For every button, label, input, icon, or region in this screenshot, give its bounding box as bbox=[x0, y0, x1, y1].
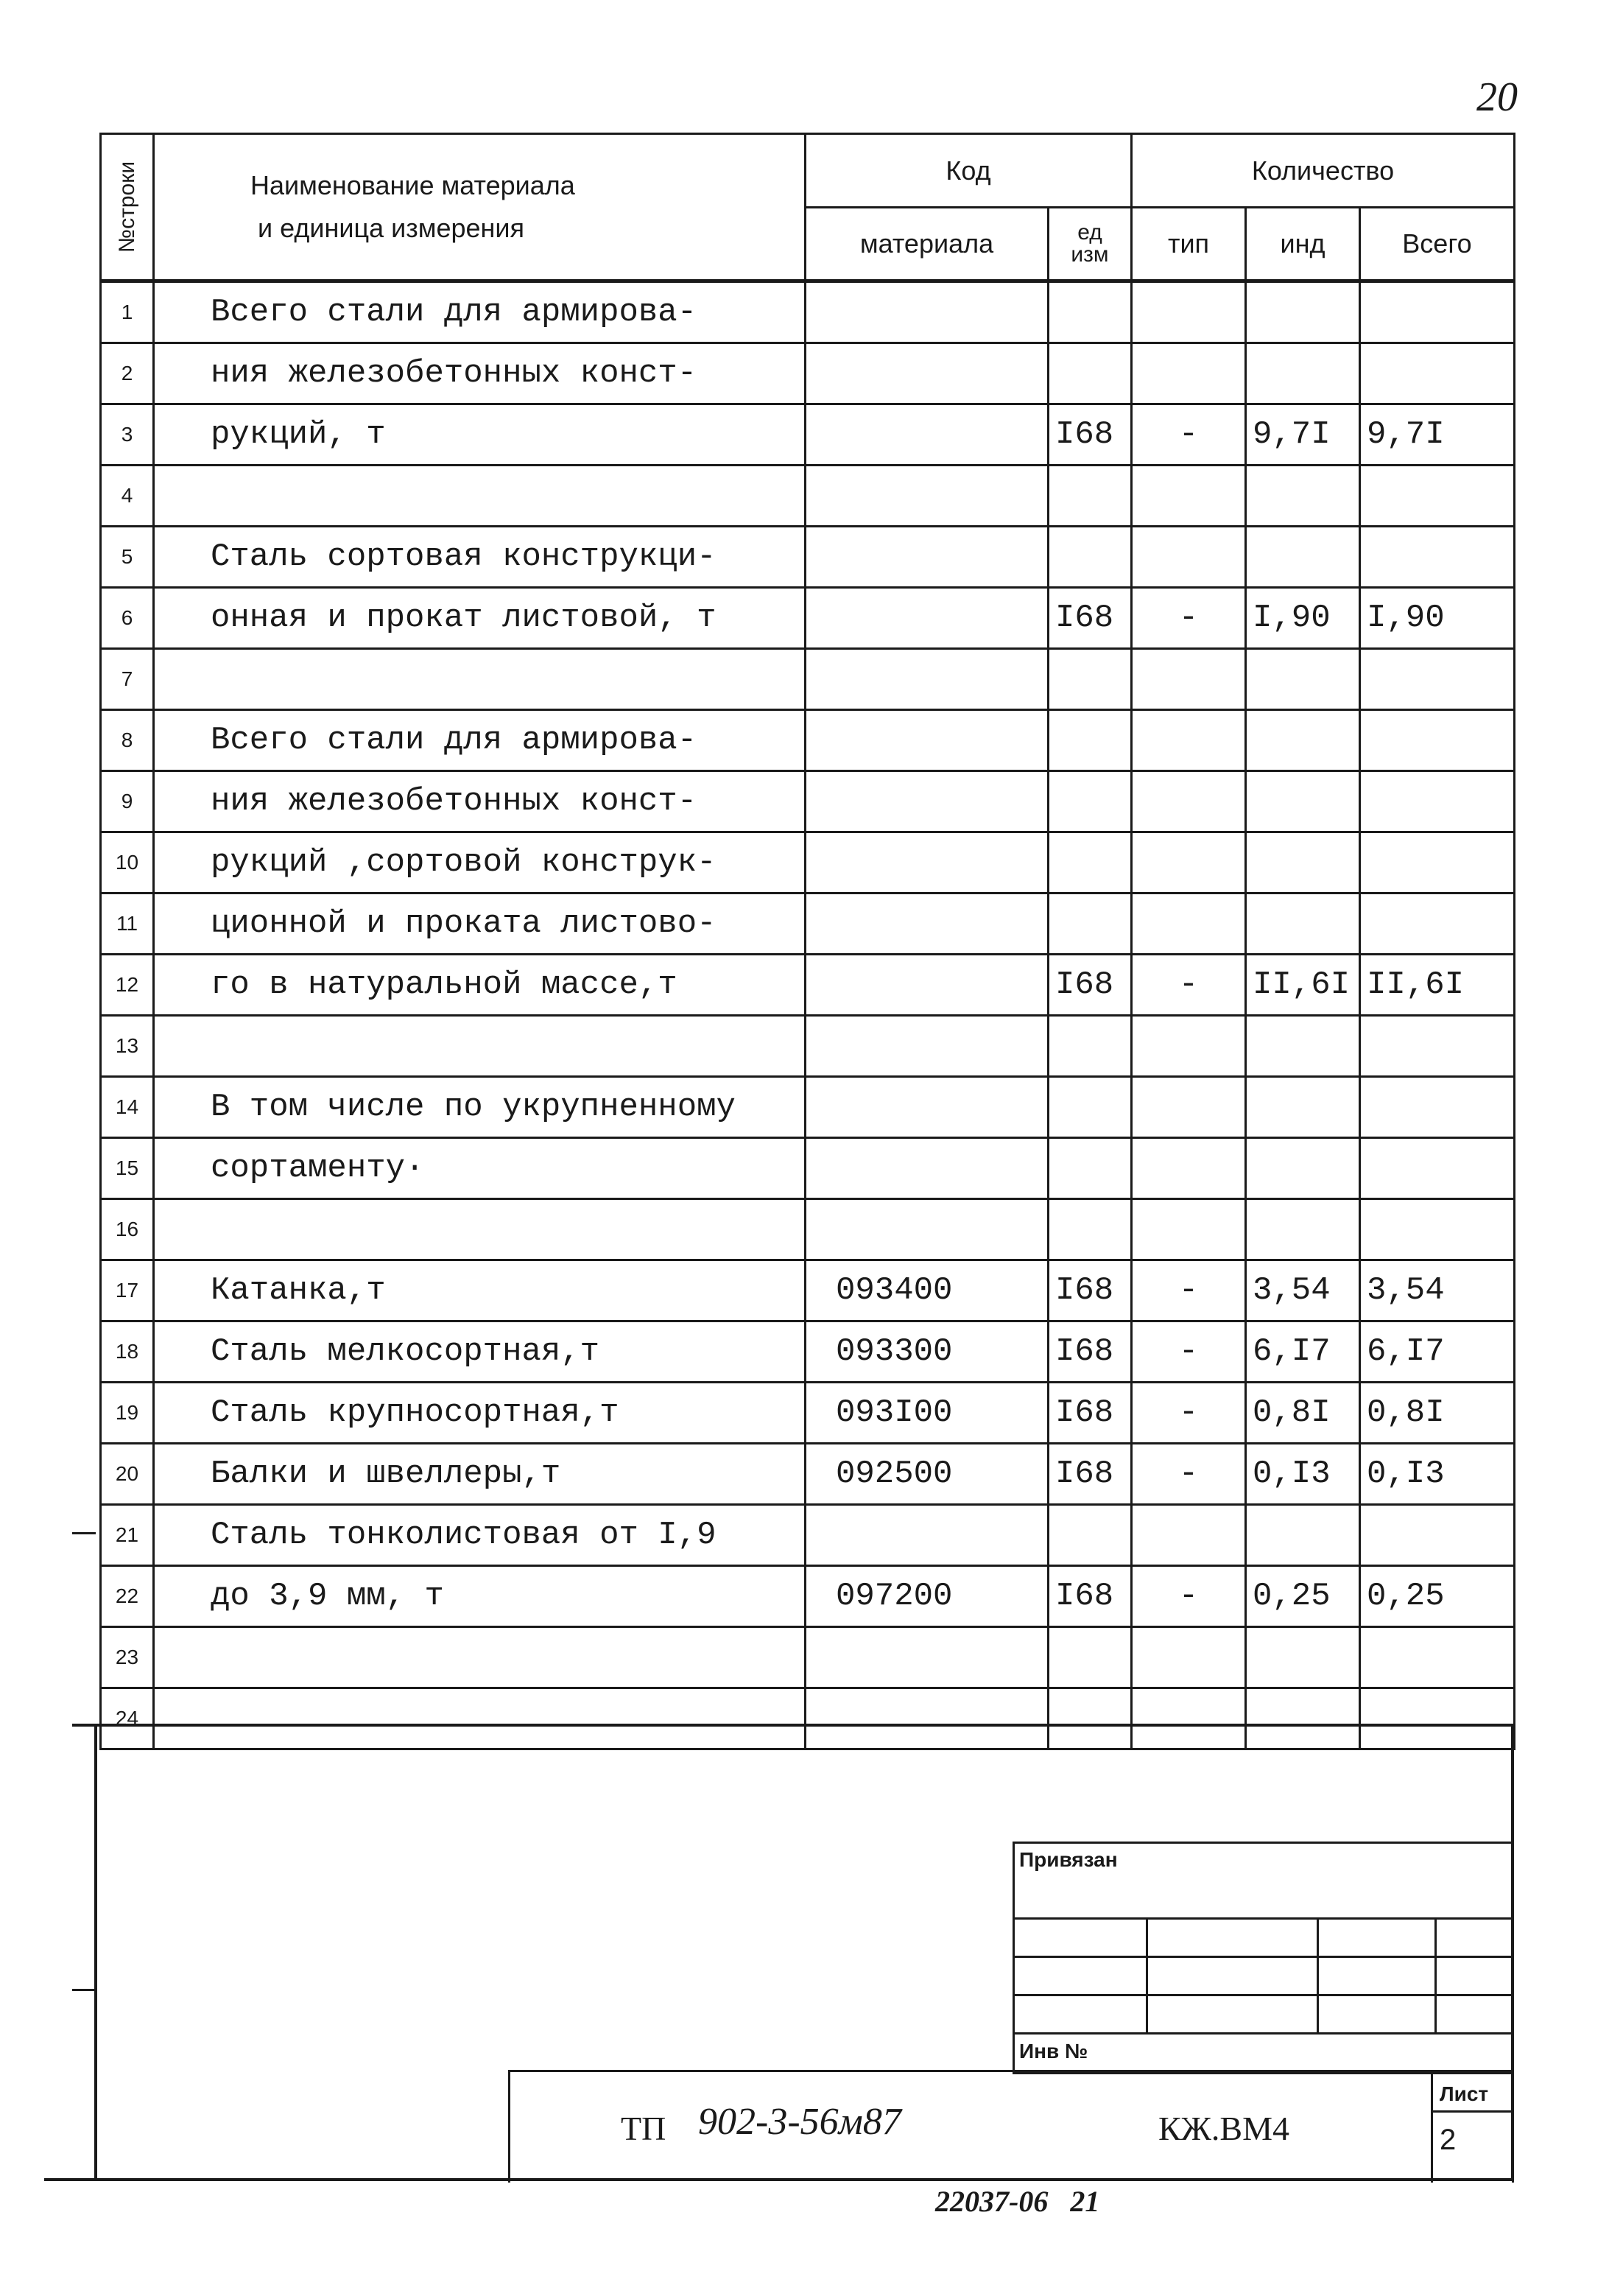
sheet-divider-h bbox=[1431, 2110, 1512, 2113]
row-unit bbox=[1049, 281, 1132, 343]
row-typ: - bbox=[1132, 1260, 1246, 1321]
row-name bbox=[154, 649, 806, 710]
row-unit: I68 bbox=[1049, 955, 1132, 1016]
row-number: 20 bbox=[101, 1444, 154, 1505]
row-code: 097200 bbox=[806, 1566, 1049, 1627]
row-unit bbox=[1049, 466, 1132, 527]
table-row bbox=[101, 1138, 1515, 1199]
row-name: ния железобетонных конст- bbox=[154, 771, 806, 832]
table-row bbox=[101, 404, 1515, 466]
row-total: II,6I bbox=[1360, 955, 1515, 1016]
row-unit bbox=[1049, 710, 1132, 771]
row-number: 8 bbox=[101, 710, 154, 771]
row-total bbox=[1360, 281, 1515, 343]
row-number: 1 bbox=[101, 281, 154, 343]
binding-divider bbox=[1015, 1917, 1512, 1920]
row-code bbox=[806, 404, 1049, 466]
row-ind: 0,I3 bbox=[1246, 1444, 1360, 1505]
table-row bbox=[101, 955, 1515, 1016]
row-ind bbox=[1246, 894, 1360, 955]
row-name: Балки и швеллеры,т bbox=[154, 1444, 806, 1505]
sheet-divider-v bbox=[1431, 2072, 1433, 2183]
row-ind: 3,54 bbox=[1246, 1260, 1360, 1321]
stamp-block bbox=[508, 2070, 1514, 2183]
row-unit bbox=[1049, 1016, 1132, 1077]
row-unit bbox=[1049, 343, 1132, 404]
row-total: I,90 bbox=[1360, 588, 1515, 649]
row-ind bbox=[1246, 710, 1360, 771]
row-ind bbox=[1246, 1138, 1360, 1199]
frame-left-line bbox=[94, 1724, 97, 2180]
row-total bbox=[1360, 1016, 1515, 1077]
row-number: 7 bbox=[101, 649, 154, 710]
row-ind bbox=[1246, 832, 1360, 894]
table-row bbox=[101, 649, 1515, 710]
row-name: Сталь мелкосортная,т bbox=[154, 1321, 806, 1383]
row-code bbox=[806, 771, 1049, 832]
row-code bbox=[806, 1505, 1049, 1566]
row-typ bbox=[1132, 710, 1246, 771]
row-total bbox=[1360, 527, 1515, 588]
row-unit bbox=[1049, 1505, 1132, 1566]
row-number: 11 bbox=[101, 894, 154, 955]
row-ind: II,6I bbox=[1246, 955, 1360, 1016]
row-typ: - bbox=[1132, 588, 1246, 649]
row-unit: I68 bbox=[1049, 1260, 1132, 1321]
table-row bbox=[101, 1016, 1515, 1077]
row-unit: I68 bbox=[1049, 1383, 1132, 1444]
stamp-project-code: 902-3-56м87 bbox=[698, 2101, 901, 2143]
row-typ: - bbox=[1132, 955, 1246, 1016]
row-number: 16 bbox=[101, 1199, 154, 1260]
row-name: сортаменту· bbox=[154, 1138, 806, 1199]
row-code bbox=[806, 527, 1049, 588]
row-ind bbox=[1246, 466, 1360, 527]
row-number: 17 bbox=[101, 1260, 154, 1321]
row-name: Сталь тонколистовая от I,9 bbox=[154, 1505, 806, 1566]
table-row bbox=[101, 1260, 1515, 1321]
row-number: 24 bbox=[101, 1688, 154, 1749]
row-total bbox=[1360, 343, 1515, 404]
row-code: 092500 bbox=[806, 1444, 1049, 1505]
row-ind bbox=[1246, 1505, 1360, 1566]
binding-grid-h2 bbox=[1015, 1994, 1512, 1996]
row-name bbox=[154, 466, 806, 527]
table-row bbox=[101, 1321, 1515, 1383]
row-code bbox=[806, 832, 1049, 894]
table-row bbox=[101, 1199, 1515, 1260]
row-unit bbox=[1049, 1199, 1132, 1260]
row-typ: - bbox=[1132, 1444, 1246, 1505]
binding-block bbox=[1013, 1842, 1514, 2074]
row-number: 9 bbox=[101, 771, 154, 832]
binding-grid-v1 bbox=[1146, 1917, 1148, 2034]
row-typ: - bbox=[1132, 1566, 1246, 1627]
row-ind: 6,I7 bbox=[1246, 1321, 1360, 1383]
row-ind bbox=[1246, 343, 1360, 404]
header-quantity-group: Количество bbox=[1132, 134, 1515, 208]
row-unit: I68 bbox=[1049, 1566, 1132, 1627]
bottom-handwritten-number: 22037-06 21 bbox=[935, 2185, 1100, 2218]
table-row bbox=[101, 710, 1515, 771]
binding-grid-h1 bbox=[1015, 1956, 1512, 1958]
row-code: 093400 bbox=[806, 1260, 1049, 1321]
row-typ bbox=[1132, 1199, 1246, 1260]
row-total bbox=[1360, 832, 1515, 894]
row-unit: I68 bbox=[1049, 1444, 1132, 1505]
row-ind bbox=[1246, 1199, 1360, 1260]
row-unit: I68 bbox=[1049, 404, 1132, 466]
row-unit bbox=[1049, 649, 1132, 710]
sheet-label: Лист bbox=[1440, 2082, 1489, 2105]
row-code bbox=[806, 1627, 1049, 1688]
row-total: 6,I7 bbox=[1360, 1321, 1515, 1383]
page-number: 20 bbox=[1476, 74, 1518, 120]
row-name: ционной и проката листово- bbox=[154, 894, 806, 955]
header-code-group: Код bbox=[806, 134, 1132, 208]
row-number: 10 bbox=[101, 832, 154, 894]
row-name: Катанка,т bbox=[154, 1260, 806, 1321]
header-material-name: Наименование материала и единица измерения bbox=[154, 134, 806, 281]
row-typ bbox=[1132, 466, 1246, 527]
header-unit: ед изм bbox=[1049, 208, 1132, 281]
row-name: онная и прокат листовой, т bbox=[154, 588, 806, 649]
header-ind: инд bbox=[1246, 208, 1360, 281]
row-number: 22 bbox=[101, 1566, 154, 1627]
table-row bbox=[101, 281, 1515, 343]
row-name bbox=[154, 1199, 806, 1260]
row-number: 23 bbox=[101, 1627, 154, 1688]
row-ind bbox=[1246, 1627, 1360, 1688]
row-ind: 9,7I bbox=[1246, 404, 1360, 466]
table-row bbox=[101, 588, 1515, 649]
row-code bbox=[806, 955, 1049, 1016]
row-number: 14 bbox=[101, 1077, 154, 1138]
row-total bbox=[1360, 1505, 1515, 1566]
row-code bbox=[806, 1077, 1049, 1138]
row-total: 0,8I bbox=[1360, 1383, 1515, 1444]
table-row bbox=[101, 1505, 1515, 1566]
row-typ bbox=[1132, 1627, 1246, 1688]
table-row bbox=[101, 1444, 1515, 1505]
row-unit bbox=[1049, 771, 1132, 832]
row-unit bbox=[1049, 1077, 1132, 1138]
binding-grid-h3 bbox=[1015, 2032, 1512, 2035]
row-typ bbox=[1132, 649, 1246, 710]
row-typ bbox=[1132, 1505, 1246, 1566]
row-ind bbox=[1246, 649, 1360, 710]
row-number: 13 bbox=[101, 1016, 154, 1077]
binding-grid-v2 bbox=[1317, 1917, 1319, 2034]
row-typ bbox=[1132, 1016, 1246, 1077]
table-row bbox=[101, 771, 1515, 832]
row-name: Всего стали для армирова- bbox=[154, 710, 806, 771]
row-code: 093300 bbox=[806, 1321, 1049, 1383]
row-name: ния железобетонных конст- bbox=[154, 343, 806, 404]
row-code bbox=[806, 1199, 1049, 1260]
row-ind: I,90 bbox=[1246, 588, 1360, 649]
stamp-tp: ТП bbox=[621, 2110, 666, 2147]
row-ind: 0,25 bbox=[1246, 1566, 1360, 1627]
row-ind bbox=[1246, 281, 1360, 343]
row-name: Сталь крупносортная,т bbox=[154, 1383, 806, 1444]
row-number: 5 bbox=[101, 527, 154, 588]
row-code bbox=[806, 1138, 1049, 1199]
table-row bbox=[101, 1627, 1515, 1688]
row-number: 6 bbox=[101, 588, 154, 649]
table-row bbox=[101, 894, 1515, 955]
row-code bbox=[806, 281, 1049, 343]
row-total bbox=[1360, 771, 1515, 832]
row-code bbox=[806, 1016, 1049, 1077]
row-name bbox=[154, 1016, 806, 1077]
table-row bbox=[101, 527, 1515, 588]
header-material-code: материала bbox=[806, 208, 1049, 281]
row-code bbox=[806, 894, 1049, 955]
row-name: Всего стали для армирова- bbox=[154, 281, 806, 343]
row-number: 12 bbox=[101, 955, 154, 1016]
row-total bbox=[1360, 894, 1515, 955]
row-number: 19 bbox=[101, 1383, 154, 1444]
row-typ bbox=[1132, 1077, 1246, 1138]
table-row bbox=[101, 343, 1515, 404]
table-row bbox=[101, 1077, 1515, 1138]
row-number: 4 bbox=[101, 466, 154, 527]
row-name: до 3,9 мм, т bbox=[154, 1566, 806, 1627]
row-total bbox=[1360, 1688, 1515, 1749]
row-code bbox=[806, 710, 1049, 771]
row-typ: - bbox=[1132, 1383, 1246, 1444]
header-total: Всего bbox=[1360, 208, 1515, 281]
row-code bbox=[806, 466, 1049, 527]
row-name: В том числе по укрупненному bbox=[154, 1077, 806, 1138]
row-unit bbox=[1049, 1138, 1132, 1199]
row-number: 21 bbox=[101, 1505, 154, 1566]
row-typ bbox=[1132, 527, 1246, 588]
row-unit bbox=[1049, 832, 1132, 894]
row-typ bbox=[1132, 771, 1246, 832]
row-unit bbox=[1049, 1627, 1132, 1688]
row-typ bbox=[1132, 832, 1246, 894]
row-number: 18 bbox=[101, 1321, 154, 1383]
row-name bbox=[154, 1627, 806, 1688]
table-row bbox=[101, 466, 1515, 527]
row-ind bbox=[1246, 1016, 1360, 1077]
table-row bbox=[101, 1688, 1515, 1749]
row-typ bbox=[1132, 343, 1246, 404]
binding-grid-v3 bbox=[1434, 1917, 1437, 2034]
row-unit: I68 bbox=[1049, 588, 1132, 649]
row-total bbox=[1360, 1138, 1515, 1199]
row-typ bbox=[1132, 1138, 1246, 1199]
row-unit: I68 bbox=[1049, 1321, 1132, 1383]
row-number: 3 bbox=[101, 404, 154, 466]
row-typ: - bbox=[1132, 404, 1246, 466]
row-number: 15 bbox=[101, 1138, 154, 1199]
row-name bbox=[154, 1688, 806, 1749]
row-name: Сталь сортовая конструкци- bbox=[154, 527, 806, 588]
row-total bbox=[1360, 466, 1515, 527]
row-total bbox=[1360, 1077, 1515, 1138]
row-code bbox=[806, 649, 1049, 710]
row-unit bbox=[1049, 894, 1132, 955]
row-ind bbox=[1246, 1077, 1360, 1138]
row-code bbox=[806, 1688, 1049, 1749]
row-ind bbox=[1246, 771, 1360, 832]
table-row bbox=[101, 832, 1515, 894]
binding-label: Привязан bbox=[1019, 1848, 1118, 1871]
row-unit bbox=[1049, 1688, 1132, 1749]
row-total: 0,I3 bbox=[1360, 1444, 1515, 1505]
row-ind bbox=[1246, 1688, 1360, 1749]
table-row bbox=[101, 1566, 1515, 1627]
frame-tick-lower bbox=[72, 1989, 96, 1991]
row-total bbox=[1360, 649, 1515, 710]
row-total bbox=[1360, 1199, 1515, 1260]
header-typ: тип bbox=[1132, 208, 1246, 281]
row-name: рукций, т bbox=[154, 404, 806, 466]
row-total: 3,54 bbox=[1360, 1260, 1515, 1321]
row-ind: 0,8I bbox=[1246, 1383, 1360, 1444]
stamp-document-code: КЖ.ВМ4 bbox=[1158, 2110, 1289, 2147]
row-code bbox=[806, 588, 1049, 649]
row-code: 093I00 bbox=[806, 1383, 1049, 1444]
row-total: 9,7I bbox=[1360, 404, 1515, 466]
row-typ bbox=[1132, 1688, 1246, 1749]
frame-tick-upper bbox=[72, 1532, 96, 1534]
row-name: го в натуральной массе,т bbox=[154, 955, 806, 1016]
inventory-number-label: Инв № bbox=[1019, 2040, 1088, 2062]
header-row-number: №строки bbox=[101, 134, 154, 281]
row-unit bbox=[1049, 527, 1132, 588]
row-total: 0,25 bbox=[1360, 1566, 1515, 1627]
row-typ bbox=[1132, 281, 1246, 343]
row-typ bbox=[1132, 894, 1246, 955]
row-typ: - bbox=[1132, 1321, 1246, 1383]
materials-table bbox=[99, 133, 1515, 1750]
sheet-number: 2 bbox=[1440, 2124, 1457, 2156]
row-ind bbox=[1246, 527, 1360, 588]
row-total bbox=[1360, 710, 1515, 771]
row-name: рукций ,сортовой конструк- bbox=[154, 832, 806, 894]
row-number: 2 bbox=[101, 343, 154, 404]
table-row bbox=[101, 1383, 1515, 1444]
row-total bbox=[1360, 1627, 1515, 1688]
row-code bbox=[806, 343, 1049, 404]
